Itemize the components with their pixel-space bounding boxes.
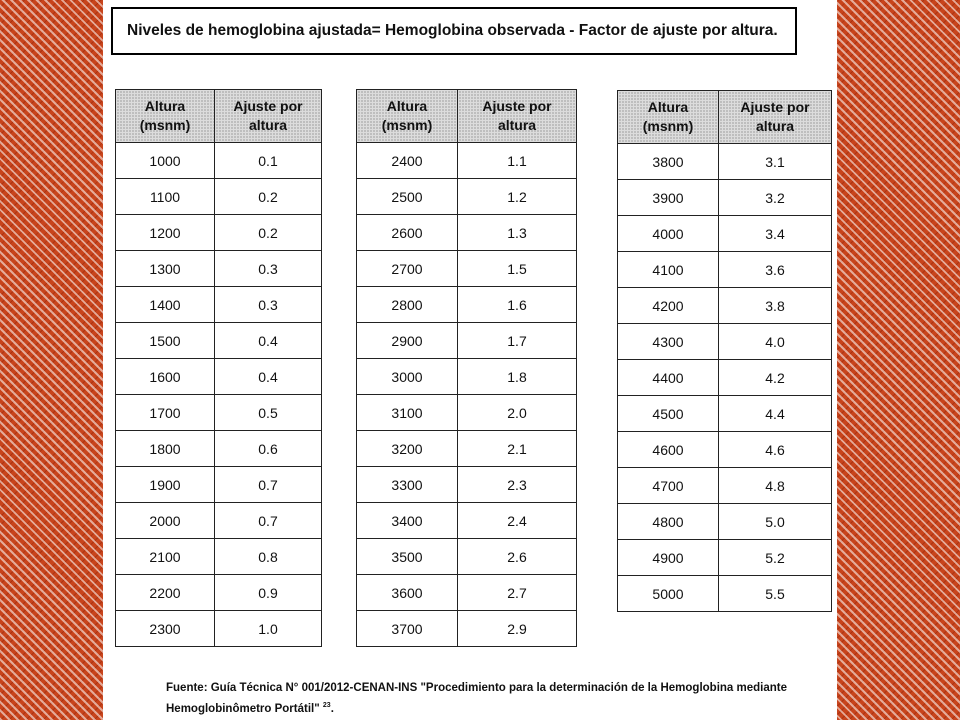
table-row <box>357 215 577 251</box>
header-msnm-label: (msnm) <box>139 117 191 133</box>
altitude-cell: 1400 <box>116 287 215 323</box>
table-row <box>618 216 832 252</box>
adjustment-cell: 0.8 <box>215 539 322 575</box>
adjustment-cell: 0.2 <box>215 215 322 251</box>
header-ajuste <box>458 90 577 143</box>
altitude-cell: 3700 <box>357 611 458 647</box>
altitude-cell: 1700 <box>116 395 215 431</box>
table-row <box>618 468 832 504</box>
table-row <box>618 180 832 216</box>
adjustment-cell: 0.4 <box>215 359 322 395</box>
adjustment-cell: 2.7 <box>458 575 577 611</box>
formula-box: Niveles de hemoglobina ajustada= Hemoglobina observada - Factor de ajuste por altura. <box>111 7 797 55</box>
header-altura <box>116 90 215 143</box>
table-row <box>618 360 832 396</box>
header-ajuste <box>719 91 832 144</box>
altitude-cell: 2400 <box>357 143 458 179</box>
adjustment-cell: 1.2 <box>458 179 577 215</box>
adjustment-cell: 3.1 <box>719 144 832 180</box>
table-row <box>618 288 832 324</box>
adjustment-cell: 0.3 <box>215 251 322 287</box>
header-altura-label: Altura <box>144 98 186 114</box>
adjustment-cell: 2.4 <box>458 503 577 539</box>
table-row <box>116 359 322 395</box>
adjustment-cell: 2.0 <box>458 395 577 431</box>
table-row <box>357 359 577 395</box>
header-ajuste <box>215 90 322 143</box>
adjustment-cell: 3.8 <box>719 288 832 324</box>
altitude-cell: 3000 <box>357 359 458 395</box>
header-altura2-label: altura <box>497 117 537 133</box>
table-row <box>116 323 322 359</box>
altitude-cell: 4900 <box>618 540 719 576</box>
source-line-1: Fuente: Guía Técnica N° 001/2012-CENAN-INS "Procedimiento para la determinación de la Hemoglobina mediante <box>166 682 787 694</box>
altitude-cell: 2500 <box>357 179 458 215</box>
table-row <box>116 395 322 431</box>
adjustment-cell: 1.3 <box>458 215 577 251</box>
adjustment-cell: 1.8 <box>458 359 577 395</box>
adjustment-cell: 2.1 <box>458 431 577 467</box>
adjustment-cell: 4.8 <box>719 468 832 504</box>
adjustment-cell: 3.4 <box>719 216 832 252</box>
table-row <box>357 143 577 179</box>
adjustment-cell: 4.4 <box>719 396 832 432</box>
altitude-cell: 2600 <box>357 215 458 251</box>
table-row <box>357 467 577 503</box>
adjustment-cell: 4.0 <box>719 324 832 360</box>
adjustment-cell: 1.1 <box>458 143 577 179</box>
altitude-cell: 2000 <box>116 503 215 539</box>
altitude-cell: 1800 <box>116 431 215 467</box>
table-row <box>357 575 577 611</box>
adjustment-cell: 1.7 <box>458 323 577 359</box>
adjustment-cell: 1.5 <box>458 251 577 287</box>
altitude-cell: 3200 <box>357 431 458 467</box>
table-row <box>357 611 577 647</box>
altitude-cell: 1000 <box>116 143 215 179</box>
table-row <box>116 503 322 539</box>
altitude-cell: 4800 <box>618 504 719 540</box>
table-row <box>116 575 322 611</box>
adjustment-cell: 5.0 <box>719 504 832 540</box>
header-altura2-label: altura <box>755 118 795 134</box>
altitude-cell: 4500 <box>618 396 719 432</box>
altitude-cell: 2800 <box>357 287 458 323</box>
adjustment-cell: 1.0 <box>215 611 322 647</box>
adjustment-cell: 0.9 <box>215 575 322 611</box>
header-ajuste-label: Ajuste por <box>482 98 552 114</box>
table-row <box>357 503 577 539</box>
adjustment-cell: 2.3 <box>458 467 577 503</box>
altitude-cell: 2200 <box>116 575 215 611</box>
table-row <box>618 252 832 288</box>
altitude-cell: 1900 <box>116 467 215 503</box>
table-row <box>116 287 322 323</box>
altitude-cell: 3100 <box>357 395 458 431</box>
table-row <box>116 467 322 503</box>
altitude-table-3 <box>617 90 832 612</box>
adjustment-cell: 3.6 <box>719 252 832 288</box>
altitude-cell: 1300 <box>116 251 215 287</box>
altitude-cell: 3600 <box>357 575 458 611</box>
altitude-cell: 3800 <box>618 144 719 180</box>
altitude-cell: 1500 <box>116 323 215 359</box>
altitude-cell: 4100 <box>618 252 719 288</box>
adjustment-cell: 0.7 <box>215 467 322 503</box>
table-row <box>357 323 577 359</box>
header-altura <box>618 91 719 144</box>
table-row <box>357 287 577 323</box>
table-row <box>116 143 322 179</box>
header-altura2-label: altura <box>248 117 288 133</box>
adjustment-cell: 0.1 <box>215 143 322 179</box>
table-row <box>116 431 322 467</box>
document-page <box>103 0 837 720</box>
reference-number: 23 <box>322 702 331 709</box>
altitude-cell: 1200 <box>116 215 215 251</box>
altitude-cell: 2100 <box>116 539 215 575</box>
header-ajuste-label: Ajuste por <box>233 98 303 114</box>
header-altura-label: Altura <box>386 98 428 114</box>
table-row <box>116 215 322 251</box>
adjustment-cell: 0.4 <box>215 323 322 359</box>
adjustment-cell: 0.6 <box>215 431 322 467</box>
altitude-cell: 4700 <box>618 468 719 504</box>
table-row <box>357 395 577 431</box>
source-line-2: Hemoglobinômetro Portátil" <box>166 702 320 715</box>
altitude-cell: 4400 <box>618 360 719 396</box>
source-end: . <box>330 702 334 715</box>
adjustment-cell: 5.5 <box>719 576 832 612</box>
adjustment-cell: 5.2 <box>719 540 832 576</box>
source-note <box>166 680 806 718</box>
adjustment-cell: 4.6 <box>719 432 832 468</box>
table-row <box>618 396 832 432</box>
altitude-cell: 4000 <box>618 216 719 252</box>
altitude-table-1 <box>115 89 322 647</box>
table-row <box>357 179 577 215</box>
altitude-cell: 5000 <box>618 576 719 612</box>
altitude-cell: 3900 <box>618 180 719 216</box>
table-row <box>116 251 322 287</box>
table-row <box>618 540 832 576</box>
table-row <box>357 431 577 467</box>
altitude-cell: 2900 <box>357 323 458 359</box>
altitude-cell: 4600 <box>618 432 719 468</box>
table-row <box>618 432 832 468</box>
table-header-row <box>357 90 577 143</box>
altitude-cell: 2300 <box>116 611 215 647</box>
adjustment-cell: 2.6 <box>458 539 577 575</box>
adjustment-cell: 0.5 <box>215 395 322 431</box>
header-altura <box>357 90 458 143</box>
table-row <box>618 576 832 612</box>
altitude-cell: 4200 <box>618 288 719 324</box>
table-row <box>618 324 832 360</box>
table-row <box>116 179 322 215</box>
adjustment-cell: 2.9 <box>458 611 577 647</box>
adjustment-cell: 4.2 <box>719 360 832 396</box>
altitude-cell: 1600 <box>116 359 215 395</box>
table-header-row <box>116 90 322 143</box>
altitude-cell: 3300 <box>357 467 458 503</box>
altitude-cell: 3500 <box>357 539 458 575</box>
adjustment-cell: 3.2 <box>719 180 832 216</box>
adjustment-cell: 1.6 <box>458 287 577 323</box>
altitude-cell: 1100 <box>116 179 215 215</box>
table-row <box>357 251 577 287</box>
altitude-cell: 3400 <box>357 503 458 539</box>
table-row <box>116 611 322 647</box>
table-row <box>116 539 322 575</box>
header-msnm-label: (msnm) <box>642 118 694 134</box>
header-msnm-label: (msnm) <box>381 117 433 133</box>
altitude-table-2 <box>356 89 577 647</box>
altitude-cell: 4300 <box>618 324 719 360</box>
adjustment-cell: 0.2 <box>215 179 322 215</box>
adjustment-cell: 0.7 <box>215 503 322 539</box>
table-row <box>618 144 832 180</box>
table-header-row <box>618 91 832 144</box>
table-row <box>618 504 832 540</box>
table-row <box>357 539 577 575</box>
adjustment-cell: 0.3 <box>215 287 322 323</box>
altitude-cell: 2700 <box>357 251 458 287</box>
header-ajuste-label: Ajuste por <box>740 99 810 115</box>
header-altura-label: Altura <box>647 99 689 115</box>
